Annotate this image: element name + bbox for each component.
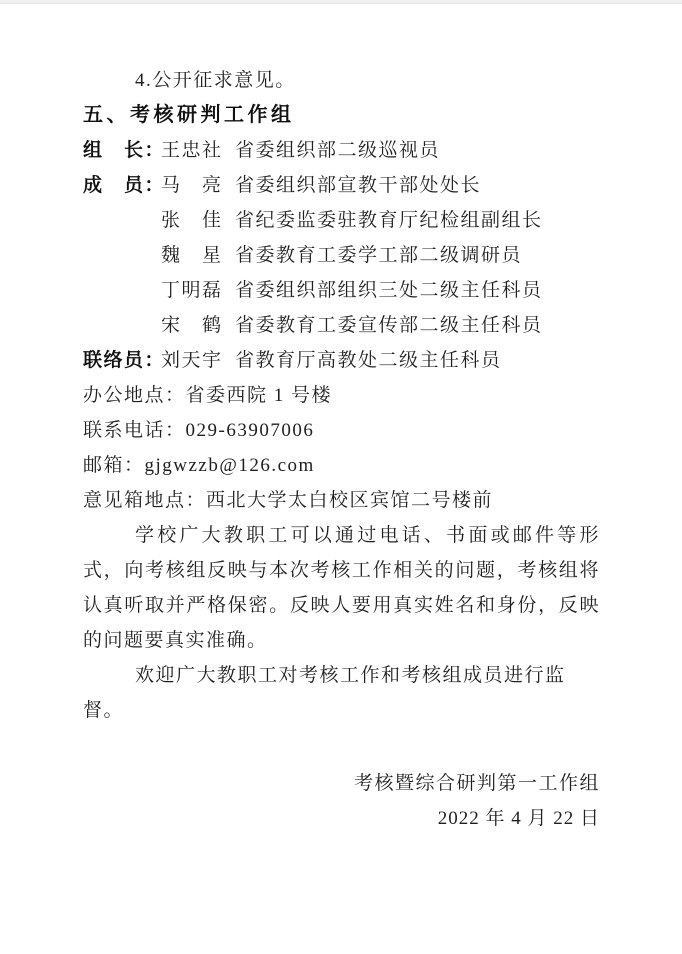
member-name: 丁明磊 xyxy=(161,280,223,301)
section-heading: 五、考核研判工作组 xyxy=(83,104,295,126)
signature-date: 2022 年 4 月 22 日 xyxy=(437,808,600,829)
closing-paragraph: 欢迎广大教职工对考核工作和考核组成员进行监督。 xyxy=(83,665,566,721)
member-name: 魏 星 xyxy=(161,245,223,266)
document-content xyxy=(83,63,600,836)
members-label-spacer xyxy=(83,308,161,343)
members-label-spacer xyxy=(83,238,161,273)
contact-phone: 联系电话：029-63907006 xyxy=(83,420,315,441)
contact-email: 邮箱：gjgwzzb@126.com xyxy=(83,455,315,476)
roster-row-member xyxy=(83,203,600,238)
member-name: 马 亮 xyxy=(161,175,223,196)
members-label-spacer xyxy=(83,273,161,308)
member-title: 省委教育工委学工部二级调研员 xyxy=(235,245,523,266)
body-paragraph: 学校广大教职工可以通过电话、书面或邮件等形式，向考核组反映与本次考核工作相关的问题，考核组将认真听取并严格保密。反映人要用真实姓名和身份，反映的问题要真实准确。 xyxy=(83,525,600,651)
liaison-title: 省教育厅高教处二级主任科员 xyxy=(235,350,502,371)
member-name: 宋 鹤 xyxy=(161,315,223,336)
liaison-name: 刘天宇 xyxy=(161,350,223,371)
member-title: 省委组织部宣教干部处处长 xyxy=(235,175,482,196)
liaison-label: 联络员： xyxy=(83,350,166,371)
member-title: 省委教育工委宣传部二级主任科员 xyxy=(235,315,543,336)
members-label: 成 员： xyxy=(83,175,166,196)
roster-row-member xyxy=(83,168,600,203)
vertical-spacer xyxy=(83,728,600,766)
roster-row-member xyxy=(83,238,600,273)
member-title: 省委组织部组织三处二级主任科员 xyxy=(235,280,543,301)
leader-title: 省委组织部二级巡视员 xyxy=(235,140,441,161)
roster-row-liaison xyxy=(83,343,600,378)
roster-row-leader xyxy=(83,133,600,168)
leader-label: 组 长： xyxy=(83,140,166,161)
contact-suggestion-box-location: 意见箱地点：西北大学太白校区宾馆二号楼前 xyxy=(83,490,494,511)
signature-org: 考核暨综合研判第一工作组 xyxy=(353,773,600,794)
numbered-list-item: 4.公开征求意见。 xyxy=(135,70,296,91)
members-label-spacer xyxy=(83,203,161,238)
roster-row-member xyxy=(83,273,600,308)
member-title: 省纪委监委驻教育厅纪检组副组长 xyxy=(235,210,543,231)
page-top-edge xyxy=(0,0,682,4)
leader-name: 王忠社 xyxy=(161,140,223,161)
member-name: 张 佳 xyxy=(161,210,223,231)
contact-office-address: 办公地点：省委西院 1 号楼 xyxy=(83,385,333,406)
roster-row-member xyxy=(83,308,600,343)
